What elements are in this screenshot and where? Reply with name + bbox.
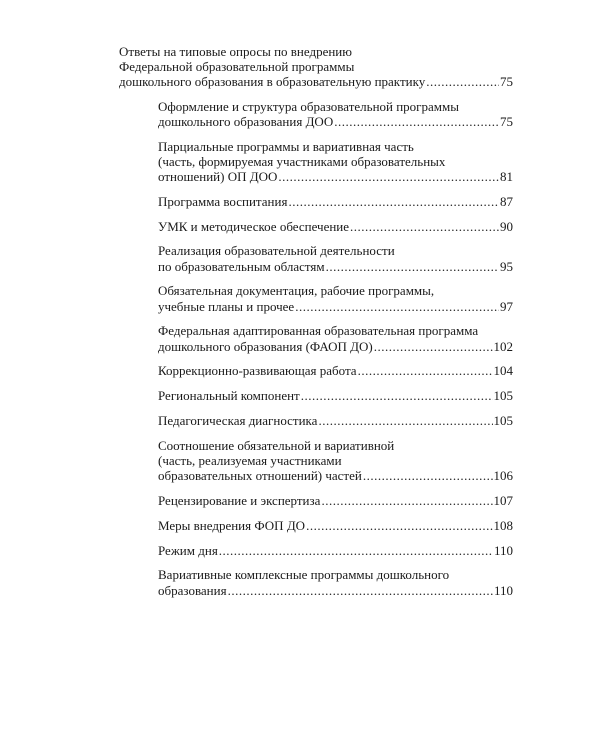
toc-entry-text: образовательных отношений) частей — [158, 468, 362, 484]
page-number: 95 — [500, 258, 513, 274]
page-number: 81 — [500, 169, 513, 185]
toc-entry-line: Ответы на типовые опросы по внедрению — [119, 44, 352, 59]
toc-entry-last-line — [158, 339, 513, 354]
toc-entry-documentation[interactable] — [158, 283, 513, 313]
page-number: 105 — [493, 413, 513, 428]
dot-leader — [278, 169, 499, 184]
toc-entry-last-line — [158, 219, 513, 234]
dot-leader — [301, 388, 493, 403]
dot-leader — [306, 518, 492, 533]
toc-entry-last-line — [158, 259, 513, 274]
toc-entry-ratio-of-parts[interactable] — [158, 438, 513, 484]
toc-entry-text: Коррекционно-развивающая работа — [158, 363, 357, 379]
dot-leader — [228, 583, 493, 598]
page-number: 105 — [493, 388, 513, 404]
toc-entry-line: Оформление и структура образовательной программы — [158, 98, 459, 114]
toc-entry-umk[interactable] — [158, 219, 513, 234]
toc-entry-line: (часть, реализуемая участниками — [158, 453, 342, 468]
toc-entry-line: Вариативные комплексные программы дошкольного — [158, 567, 450, 583]
page-number: 97 — [500, 298, 513, 314]
toc-entry-text: дошкольного образования в образовательную практику — [119, 74, 426, 90]
dot-leader — [295, 299, 499, 314]
page-number: 90 — [500, 218, 513, 234]
toc-entry-text: Региональный компонент — [158, 388, 300, 404]
toc-entry-last-line — [158, 363, 513, 378]
toc-entry-correctional-work[interactable] — [158, 363, 513, 378]
toc-entry-line: Соотношение обязательной и вариативной — [158, 437, 395, 453]
table-of-contents — [0, 44, 600, 607]
page-number: 108 — [493, 517, 513, 533]
dot-leader — [321, 493, 492, 508]
toc-entry-daily-routine[interactable] — [158, 543, 513, 558]
dot-leader — [219, 543, 493, 558]
dot-leader — [350, 219, 499, 234]
toc-entry-last-line — [158, 194, 513, 209]
toc-entry-review[interactable] — [158, 493, 513, 508]
toc-entry-text: УМК и методическое обеспечение — [158, 218, 350, 234]
toc-entry-variative-programs[interactable] — [158, 567, 513, 597]
toc-entry-last-line — [158, 468, 513, 483]
toc-entry-implementation-measures[interactable] — [158, 518, 513, 533]
toc-entry-text: Рецензирование и экспертиза — [158, 493, 321, 508]
toc-entry-last-line — [158, 493, 513, 508]
toc-entry-faop[interactable] — [158, 323, 513, 353]
dot-leader — [363, 468, 493, 483]
toc-entry-last-line — [158, 413, 513, 428]
page-number: 75 — [500, 74, 513, 90]
toc-entry-text: учебные планы и прочее — [158, 298, 295, 314]
toc-entry-text: Педагогическая диагностика — [158, 413, 318, 428]
toc-entry-text: дошкольного образования (ФАОП ДО) — [158, 338, 373, 354]
toc-entry-last-line — [158, 388, 513, 403]
toc-entry-text: отношений) ОП ДОО — [158, 169, 278, 185]
toc-entry-program-structure[interactable] — [158, 99, 513, 129]
toc-entry-partial-programs[interactable] — [158, 139, 513, 185]
toc-entry-last-line — [158, 543, 513, 558]
toc-entry-line: Федеральной образовательной программы — [119, 59, 355, 75]
toc-entry-educational-activity[interactable] — [158, 243, 513, 273]
page-number: 106 — [493, 468, 513, 484]
dot-leader — [288, 194, 499, 209]
toc-entry-last-line — [158, 169, 513, 184]
toc-entry-text: Меры внедрения ФОП ДО — [158, 517, 306, 533]
toc-entry-last-line — [158, 583, 513, 598]
toc-entry-line: Реализация образовательной деятельности — [158, 243, 395, 259]
toc-entry-last-line — [119, 74, 513, 89]
page-number: 104 — [493, 363, 513, 379]
toc-entry-last-line — [158, 114, 513, 129]
page-number: 107 — [493, 493, 513, 508]
toc-entry-text: по образовательным областям — [158, 258, 325, 274]
page-number: 110 — [493, 542, 513, 558]
dot-leader — [426, 74, 499, 89]
toc-entry-last-line — [158, 299, 513, 314]
toc-entry-line: (часть, формируемая участниками образовательных — [158, 153, 446, 169]
toc-entry-text: дошкольного образования ДОО — [158, 113, 334, 129]
page-number: 102 — [493, 338, 513, 354]
dot-leader — [374, 339, 493, 354]
toc-entry-last-line — [158, 518, 513, 533]
toc-entry-standard-surveys[interactable] — [119, 44, 513, 90]
page-number: 110 — [493, 582, 513, 598]
dot-leader — [326, 259, 499, 274]
dot-leader — [358, 363, 493, 378]
toc-entry-text: Режим дня — [158, 542, 218, 558]
toc-entry-line: Парциальные программы и вариативная часть — [158, 138, 414, 154]
toc-entry-line: Федеральная адаптированная образовательная программа — [158, 323, 479, 339]
toc-entry-text: образования — [158, 582, 227, 598]
dot-leader — [318, 413, 492, 428]
toc-entry-pedagogical-diagnostics[interactable] — [158, 413, 513, 428]
toc-entry-text: Программа воспитания — [158, 193, 288, 209]
dot-leader — [334, 114, 499, 129]
toc-entry-line: Обязательная документация, рабочие программы, — [158, 283, 435, 299]
toc-entry-upbringing-program[interactable] — [158, 194, 513, 209]
page-number: 87 — [500, 193, 513, 209]
page-number: 75 — [500, 113, 513, 129]
toc-entry-regional-component[interactable] — [158, 388, 513, 403]
